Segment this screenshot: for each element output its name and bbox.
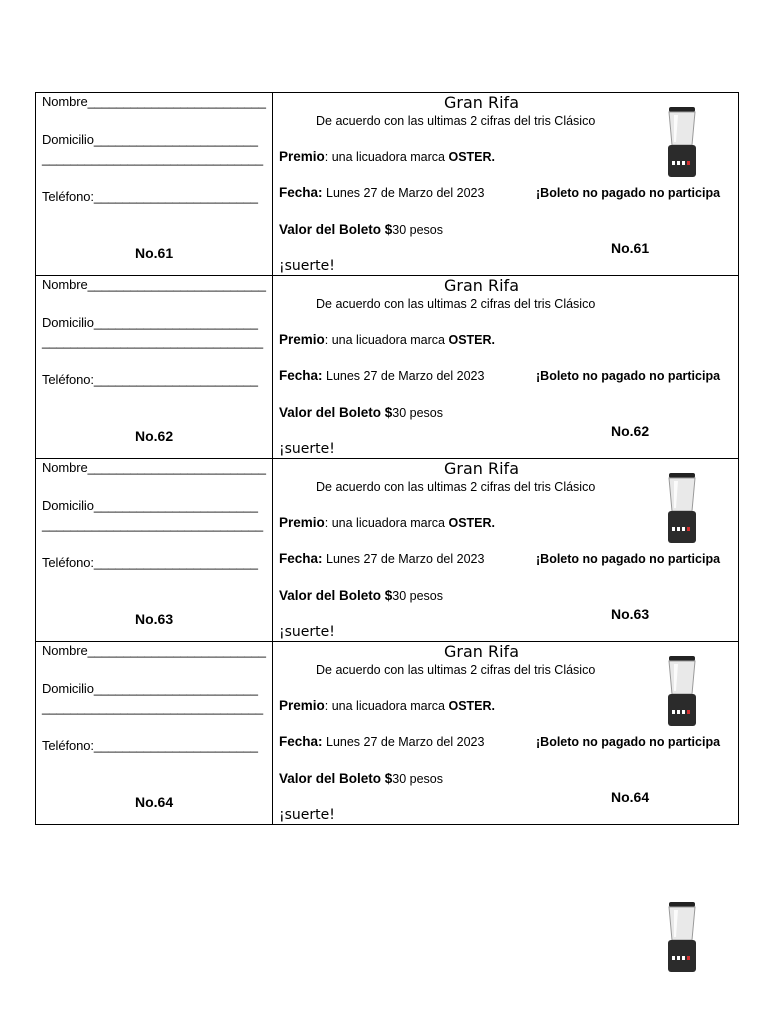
raffle-subtitle: De acuerdo con las ultimas 2 cifras del tris Clásico: [316, 297, 596, 311]
fecha-line: [279, 185, 484, 200]
body-ticket-number: No.61: [611, 240, 650, 256]
premio-label: Premio: [279, 515, 325, 530]
ticket-body: [273, 642, 739, 825]
premio-line: [279, 149, 495, 164]
domicilio-field: Domicilio_______________________: [42, 315, 258, 330]
premio-text: : una licuadora marca: [324, 516, 449, 530]
valor-label: Valor del Boleto $: [279, 222, 393, 237]
domicilio-line-2: _______________________________: [42, 700, 264, 715]
ticket-body: [273, 93, 739, 276]
fecha-label: Fecha:: [279, 368, 323, 383]
premio-text: : una licuadora marca: [324, 150, 449, 164]
footer-blender-icon: [664, 900, 700, 974]
domicilio-field: Domicilio_______________________: [42, 132, 258, 147]
ticket-stub: [36, 459, 273, 642]
raffle-title: Gran Rifa: [443, 642, 519, 661]
premio-label: Premio: [279, 149, 325, 164]
body-ticket-number: No.62: [611, 423, 650, 439]
fecha-text: Lunes 27 de Marzo del 2023: [322, 552, 485, 566]
suerte-text: ¡suerte!: [279, 807, 335, 823]
valor-label: Valor del Boleto $: [279, 588, 393, 603]
raffle-subtitle: De acuerdo con las ultimas 2 cifras del tris Clásico: [316, 114, 596, 128]
raffle-title: Gran Rifa: [443, 93, 519, 112]
telefono-field: Teléfono:_______________________: [42, 738, 258, 753]
premio-brand: OSTER.: [448, 150, 496, 164]
fecha-label: Fecha:: [279, 551, 323, 566]
nombre-field: Nombre_________________________: [42, 643, 266, 658]
premio-brand: OSTER.: [448, 516, 496, 530]
no-pagado-notice: ¡Boleto no pagado no participa: [536, 186, 721, 200]
ticket-stub: [36, 276, 273, 459]
nombre-field: Nombre_________________________: [42, 460, 266, 475]
premio-brand: OSTER.: [448, 699, 496, 713]
valor-line: [279, 588, 443, 603]
raffle-title: Gran Rifa: [443, 459, 519, 478]
domicilio-field: Domicilio_______________________: [42, 681, 258, 696]
valor-line: [279, 222, 443, 237]
premio-label: Premio: [279, 698, 325, 713]
body-ticket-number: No.64: [611, 789, 650, 805]
premio-brand: OSTER.: [448, 333, 496, 347]
suerte-text: ¡suerte!: [279, 441, 335, 457]
nombre-field: Nombre_________________________: [42, 94, 266, 109]
suerte-text: ¡suerte!: [279, 624, 335, 640]
no-pagado-notice: ¡Boleto no pagado no participa: [536, 552, 721, 566]
ticket-body: [273, 459, 739, 642]
fecha-line: [279, 368, 484, 383]
valor-text: 30 pesos: [392, 223, 444, 237]
domicilio-line-2: _______________________________: [42, 334, 264, 349]
domicilio-line-2: _______________________________: [42, 517, 264, 532]
raffle-ticket: [36, 459, 739, 642]
raffle-ticket: [36, 93, 739, 276]
no-pagado-notice: ¡Boleto no pagado no participa: [536, 735, 721, 749]
raffle-subtitle: De acuerdo con las ultimas 2 cifras del tris Clásico: [316, 480, 596, 494]
stub-ticket-number: No.61: [135, 245, 174, 261]
premio-line: [279, 332, 495, 347]
body-ticket-number: No.63: [611, 606, 650, 622]
telefono-field: Teléfono:_______________________: [42, 372, 258, 387]
fecha-text: Lunes 27 de Marzo del 2023: [322, 186, 485, 200]
ticket-stub: [36, 642, 273, 825]
raffle-ticket-sheet: [35, 92, 739, 825]
telefono-field: Teléfono:_______________________: [42, 555, 258, 570]
raffle-title: Gran Rifa: [443, 276, 519, 295]
raffle-subtitle: De acuerdo con las ultimas 2 cifras del tris Clásico: [316, 663, 596, 677]
telefono-field: Teléfono:_______________________: [42, 189, 258, 204]
raffle-ticket: [36, 276, 739, 459]
premio-line: [279, 515, 495, 530]
domicilio-line-2: _______________________________: [42, 151, 264, 166]
valor-label: Valor del Boleto $: [279, 771, 393, 786]
suerte-text: ¡suerte!: [279, 258, 335, 274]
domicilio-field: Domicilio_______________________: [42, 498, 258, 513]
no-pagado-notice: ¡Boleto no pagado no participa: [536, 369, 721, 383]
fecha-text: Lunes 27 de Marzo del 2023: [322, 369, 485, 383]
valor-label: Valor del Boleto $: [279, 405, 393, 420]
valor-text: 30 pesos: [392, 589, 444, 603]
fecha-text: Lunes 27 de Marzo del 2023: [322, 735, 485, 749]
fecha-line: [279, 734, 484, 749]
fecha-label: Fecha:: [279, 185, 323, 200]
blender-icon: [664, 105, 700, 179]
valor-text: 30 pesos: [392, 772, 444, 786]
raffle-ticket: [36, 642, 739, 825]
fecha-label: Fecha:: [279, 734, 323, 749]
premio-text: : una licuadora marca: [324, 699, 449, 713]
fecha-line: [279, 551, 484, 566]
valor-line: [279, 405, 443, 420]
blender-icon: [664, 654, 700, 728]
ticket-body: [273, 276, 739, 459]
ticket-stub: [36, 93, 273, 276]
premio-line: [279, 698, 495, 713]
premio-label: Premio: [279, 332, 325, 347]
valor-text: 30 pesos: [392, 406, 444, 420]
nombre-field: Nombre_________________________: [42, 277, 266, 292]
valor-line: [279, 771, 443, 786]
premio-text: : una licuadora marca: [324, 333, 449, 347]
stub-ticket-number: No.64: [135, 794, 174, 810]
stub-ticket-number: No.63: [135, 611, 174, 627]
stub-ticket-number: No.62: [135, 428, 174, 444]
blender-icon: [664, 471, 700, 545]
